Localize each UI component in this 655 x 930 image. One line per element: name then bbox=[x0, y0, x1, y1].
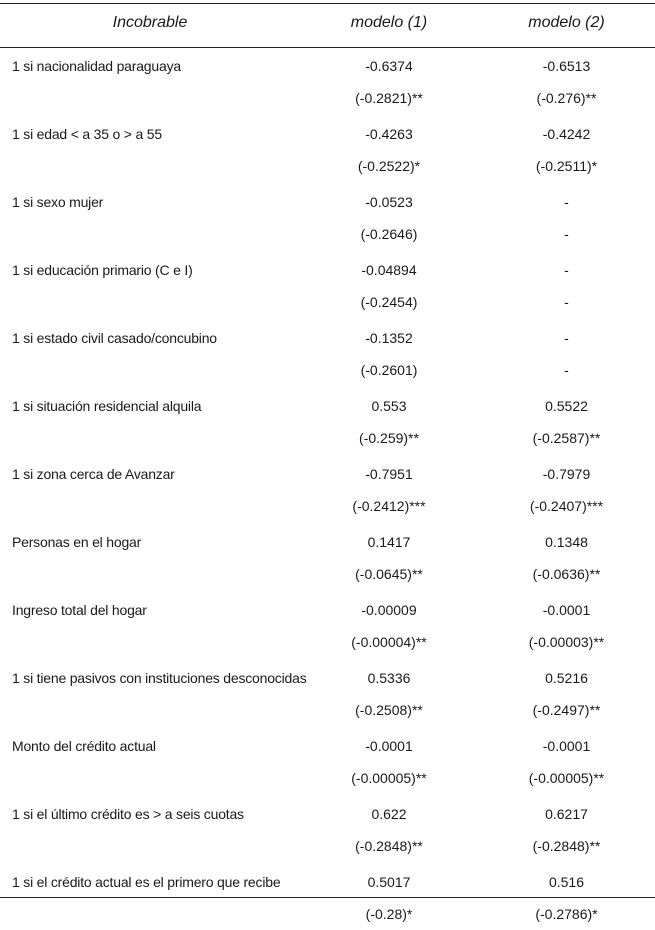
table-row bbox=[0, 898, 655, 930]
model-1-standard-error: (-0.00004)** bbox=[351, 634, 427, 650]
model-2-coefficient: 0.1348 bbox=[545, 534, 588, 550]
model-1-coefficient: -0.7951 bbox=[365, 466, 413, 482]
model-1-header: modelo (1) bbox=[350, 14, 428, 31]
table-row bbox=[0, 82, 655, 114]
table-row bbox=[0, 522, 655, 558]
model-1-coefficient: 0.5336 bbox=[367, 670, 411, 686]
model-1-coefficient: 0.622 bbox=[371, 806, 407, 822]
variable-label: 1 si zona cerca de Avanzar bbox=[12, 466, 175, 482]
table-row bbox=[0, 318, 655, 354]
model-2-coefficient: - bbox=[564, 262, 569, 278]
model-2-coefficient: -0.0001 bbox=[542, 738, 591, 754]
header-row bbox=[0, 0, 655, 46]
table-body bbox=[0, 46, 655, 930]
model-2-coefficient: 0.6217 bbox=[545, 806, 588, 822]
model-1-coefficient: 0.1417 bbox=[367, 534, 411, 550]
model-1-coefficient: -0.0523 bbox=[365, 194, 413, 210]
model-2-standard-error: - bbox=[564, 226, 569, 242]
table-row bbox=[0, 726, 655, 762]
empty-cell bbox=[0, 286, 300, 318]
model-1-coefficient: -0.04894 bbox=[361, 262, 417, 278]
model-1-standard-error: (-0.28)* bbox=[365, 906, 413, 922]
empty-cell bbox=[0, 354, 300, 386]
model-1-standard-error: (-0.2454) bbox=[360, 294, 418, 310]
variable-label: Ingreso total del hogar bbox=[12, 602, 147, 618]
empty-cell bbox=[0, 626, 300, 658]
model-2-standard-error: (-0.0636)** bbox=[532, 566, 601, 582]
table-row bbox=[0, 454, 655, 490]
model-2-coefficient: 0.5216 bbox=[545, 670, 588, 686]
empty-cell bbox=[0, 490, 300, 522]
model-1-standard-error: (-0.259)** bbox=[359, 430, 419, 446]
model-1-standard-error: (-0.0645)** bbox=[355, 566, 423, 582]
model-1-standard-error: (-0.2412)*** bbox=[352, 498, 426, 514]
model-1-coefficient: -0.4263 bbox=[365, 126, 413, 142]
model-2-standard-error: (-0.2407)*** bbox=[529, 498, 604, 514]
table-row bbox=[0, 862, 655, 898]
table-row bbox=[0, 218, 655, 250]
model-2-standard-error: - bbox=[564, 362, 569, 378]
table-row bbox=[0, 150, 655, 182]
empty-cell bbox=[0, 422, 300, 454]
model-1-standard-error: (-0.2601) bbox=[360, 362, 418, 378]
variable-label: 1 si edad < a 35 o > a 55 bbox=[12, 126, 162, 142]
empty-cell bbox=[0, 762, 300, 794]
empty-cell bbox=[0, 694, 300, 726]
model-1-standard-error: (-0.2508)** bbox=[355, 702, 423, 718]
model-1-coefficient: -0.0001 bbox=[365, 738, 413, 754]
table-row bbox=[0, 694, 655, 726]
empty-cell bbox=[0, 898, 300, 930]
model-2-coefficient: - bbox=[564, 194, 569, 210]
table-row bbox=[0, 830, 655, 862]
variable-label: 1 si educación primario (C e I) bbox=[12, 262, 193, 278]
empty-cell bbox=[0, 218, 300, 250]
model-1-standard-error: (-0.00005)** bbox=[351, 770, 427, 786]
variable-label: 1 si sexo mujer bbox=[12, 194, 104, 210]
model-1-standard-error: (-0.2848)** bbox=[355, 838, 423, 854]
table-row bbox=[0, 794, 655, 830]
table-row bbox=[0, 250, 655, 286]
variable-label: Monto del crédito actual bbox=[12, 738, 156, 754]
model-1-standard-error: (-0.2646) bbox=[360, 226, 418, 242]
variable-label: 1 si situación residencial alquila bbox=[12, 398, 202, 414]
table-row bbox=[0, 114, 655, 150]
model-1-coefficient: 0.553 bbox=[371, 398, 407, 414]
table-row bbox=[0, 558, 655, 590]
empty-cell bbox=[0, 150, 300, 182]
model-1-coefficient: 0.5017 bbox=[367, 874, 411, 890]
model-2-coefficient: -0.6513 bbox=[542, 58, 591, 74]
model-2-coefficient: 0.5522 bbox=[545, 398, 588, 414]
table-row bbox=[0, 46, 655, 82]
model-2-standard-error: (-0.2587)** bbox=[532, 430, 601, 446]
model-1-coefficient: -0.1352 bbox=[365, 330, 413, 346]
model-1-standard-error: (-0.2821)** bbox=[355, 90, 423, 106]
table-row bbox=[0, 658, 655, 694]
variable-label: Personas en el hogar bbox=[12, 534, 142, 550]
model-2-standard-error: (-0.00003)** bbox=[528, 634, 605, 650]
table-row bbox=[0, 626, 655, 658]
model-2-header: modelo (2) bbox=[528, 14, 605, 31]
dependent-variable-header: Incobrable bbox=[112, 14, 188, 31]
variable-label: 1 si estado civil casado/concubino bbox=[12, 330, 217, 346]
empty-cell bbox=[0, 558, 300, 590]
table-row bbox=[0, 590, 655, 626]
table-row bbox=[0, 422, 655, 454]
variable-label: 1 si el crédito actual es el primero que recibe bbox=[12, 874, 281, 890]
model-2-standard-error: (-0.2497)** bbox=[532, 702, 601, 718]
model-2-coefficient: - bbox=[564, 330, 569, 346]
table-row bbox=[0, 354, 655, 386]
model-2-standard-error: (-0.00005)** bbox=[528, 770, 605, 786]
table-row bbox=[0, 490, 655, 522]
model-2-coefficient: -0.7979 bbox=[542, 466, 591, 482]
empty-cell bbox=[0, 82, 300, 114]
model-2-standard-error: - bbox=[564, 294, 569, 310]
model-2-coefficient: 0.516 bbox=[548, 874, 585, 890]
model-2-standard-error: (-0.2786)* bbox=[535, 906, 598, 922]
variable-label: 1 si nacionalidad paraguaya bbox=[12, 58, 181, 74]
model-2-coefficient: -0.0001 bbox=[542, 602, 591, 618]
model-1-coefficient: -0.00009 bbox=[361, 602, 417, 618]
table-row bbox=[0, 286, 655, 318]
table-row bbox=[0, 762, 655, 794]
table-row bbox=[0, 386, 655, 422]
model-2-standard-error: (-0.276)** bbox=[536, 90, 597, 106]
model-2-standard-error: (-0.2848)** bbox=[532, 838, 601, 854]
variable-label: 1 si el último crédito es > a seis cuotas bbox=[12, 806, 244, 822]
table-row bbox=[0, 182, 655, 218]
model-2-coefficient: -0.4242 bbox=[542, 126, 591, 142]
model-1-standard-error: (-0.2522)* bbox=[357, 158, 421, 174]
model-2-standard-error: (-0.2511)* bbox=[535, 158, 598, 174]
empty-cell bbox=[0, 830, 300, 862]
model-1-coefficient: -0.6374 bbox=[365, 58, 413, 74]
variable-label: 1 si tiene pasivos con instituciones desconocidas bbox=[12, 670, 307, 686]
